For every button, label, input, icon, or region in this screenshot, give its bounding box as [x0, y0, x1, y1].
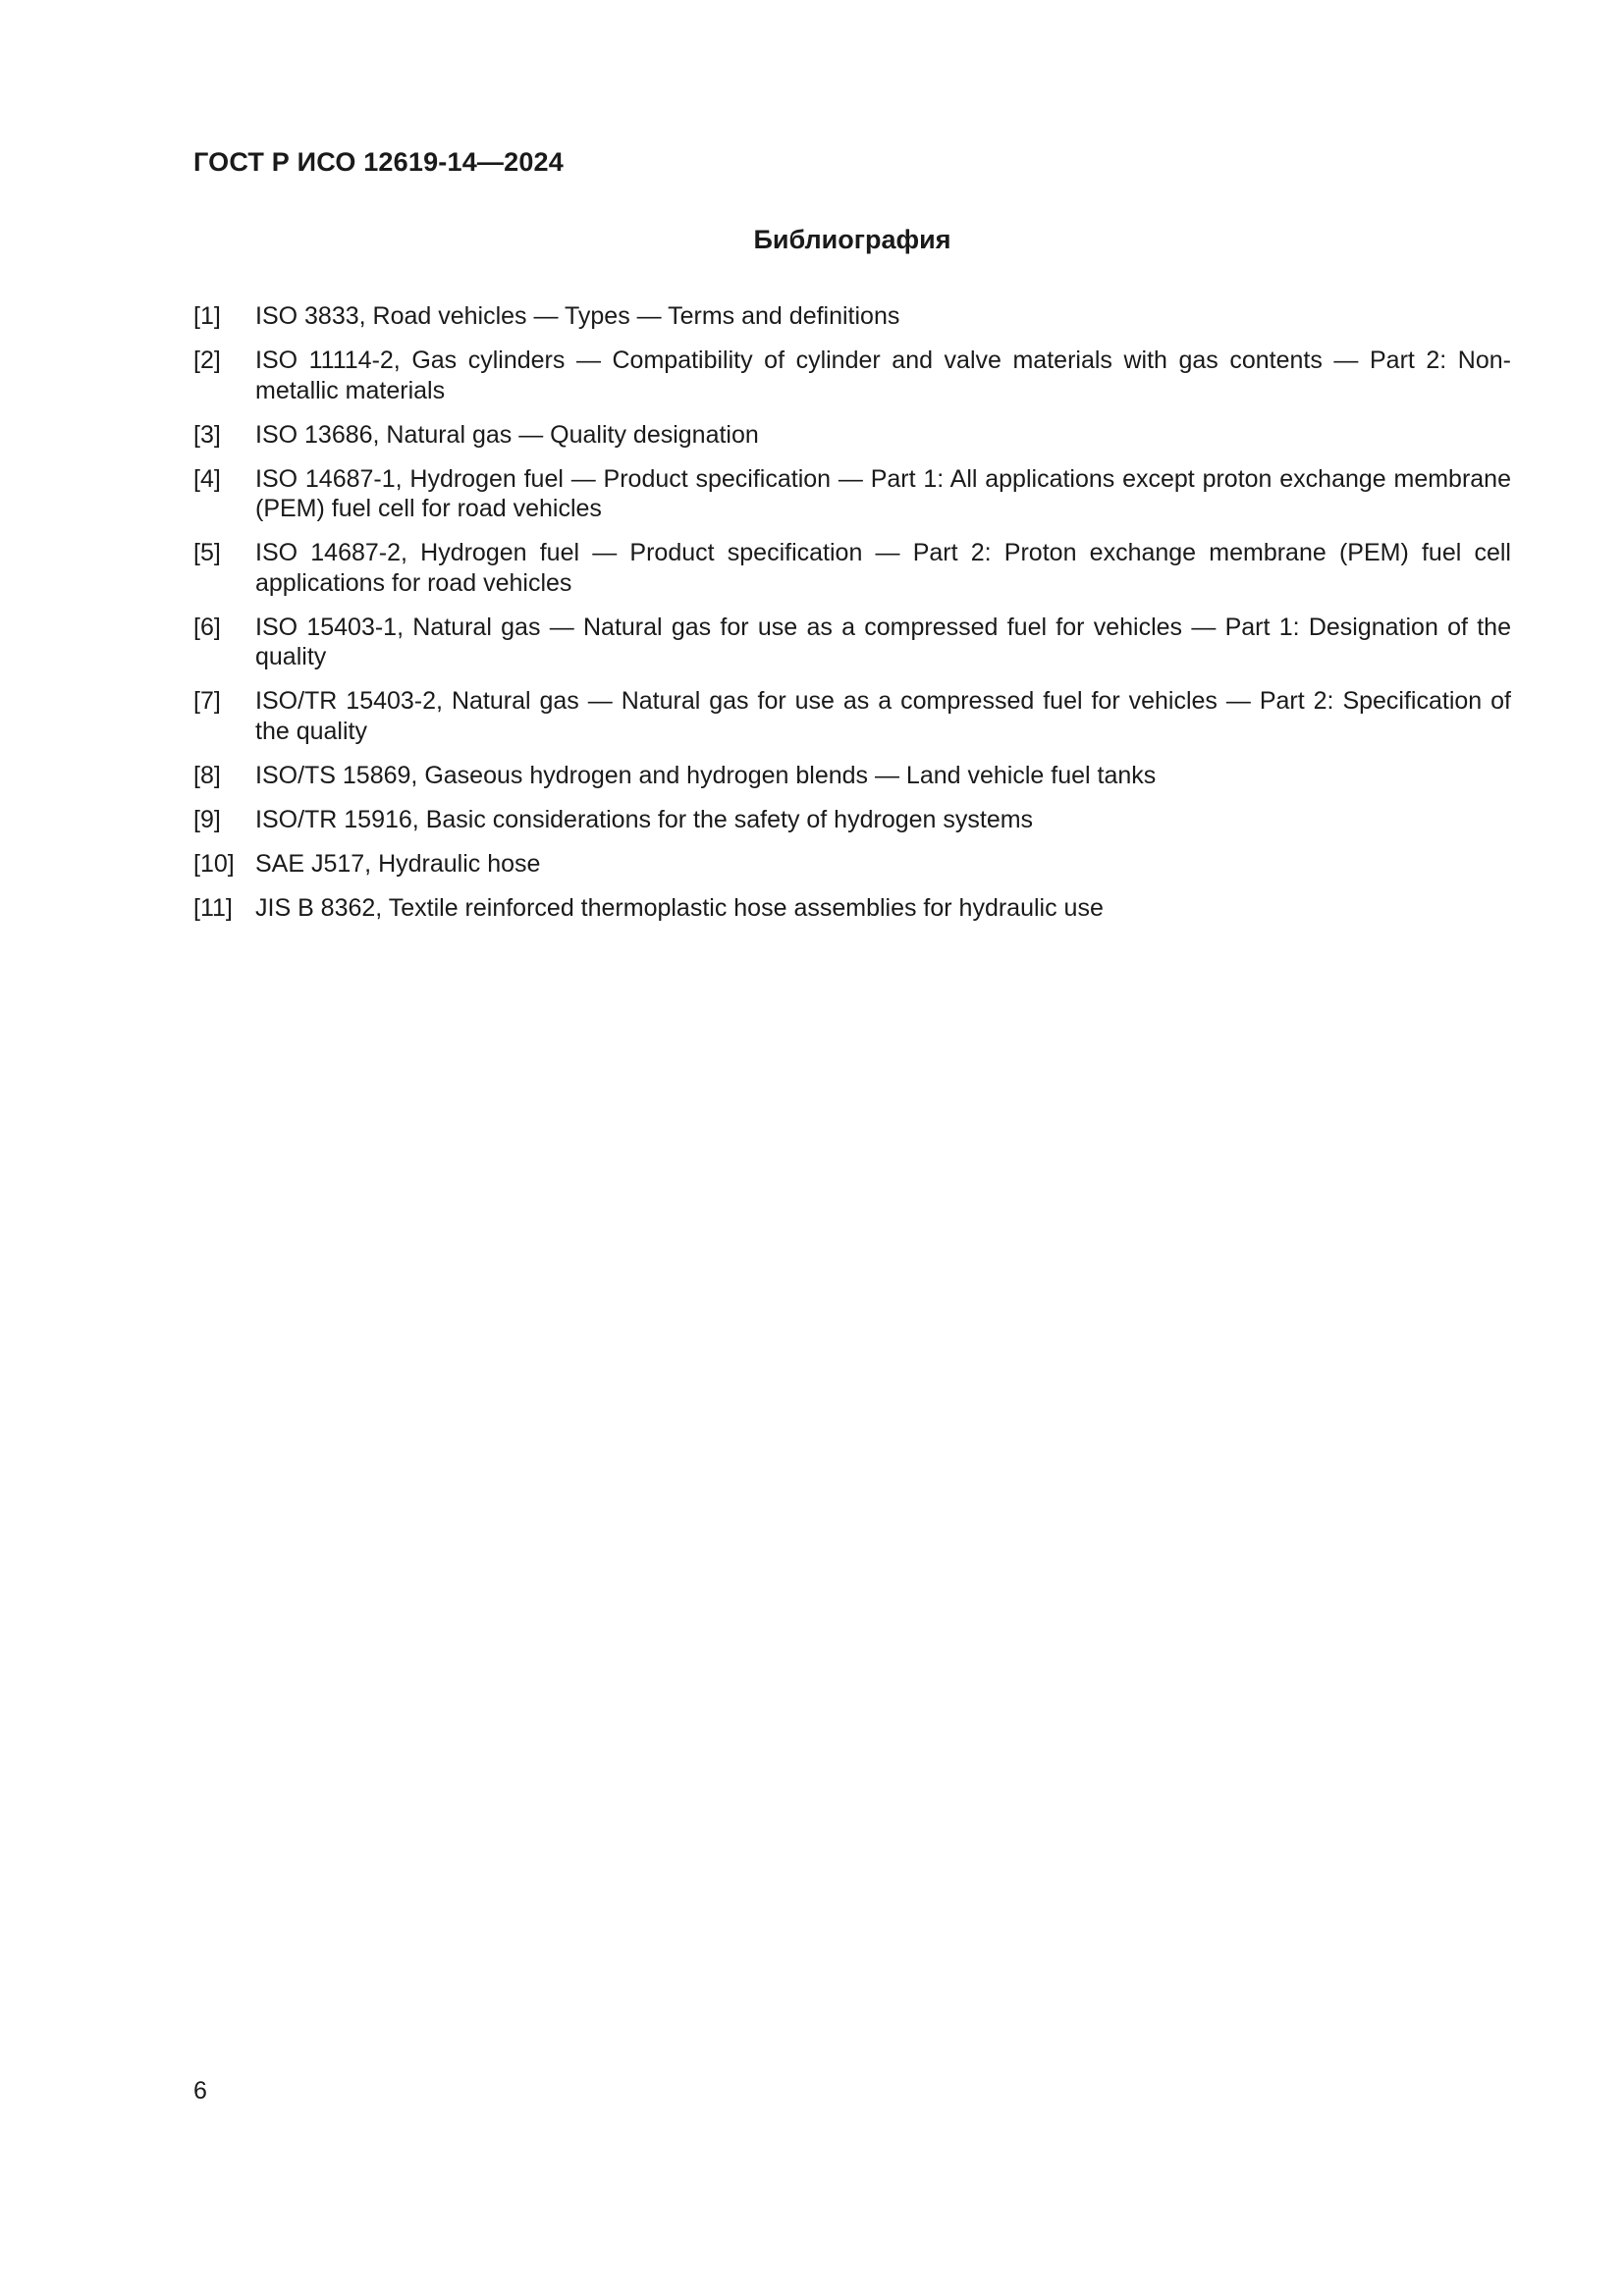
- bibliography-item: [193, 420, 1511, 451]
- bibliography-item-number: [3]: [193, 420, 221, 449]
- bibliography-item-number: [5]: [193, 539, 221, 566]
- bibliography-item-text: JIS B 8362, Textile reinforced thermoplastic hose assemblies for hydraulic use: [255, 893, 1104, 922]
- bibliography-item-text: ISO 3833, Road vehicles — Types — Terms and definitions: [255, 302, 900, 330]
- bibliography-item-number: [6]: [193, 613, 221, 641]
- bibliography-item-text: ISO/TR 15403-2, Natural gas — Natural gas for use as a compressed fuel for vehicles — Part 2: Specification of the quality: [255, 687, 1511, 745]
- bibliography-item-number: [8]: [193, 761, 221, 789]
- bibliography-item: [193, 301, 1511, 332]
- bibliography-item-text: ISO/TR 15916, Basic considerations for the safety of hydrogen systems: [255, 805, 1034, 833]
- section-title: Библиография: [753, 225, 951, 254]
- bibliography-item-number: [4]: [193, 464, 221, 493]
- bibliography-item-text: SAE J517, Hydraulic hose: [255, 849, 541, 878]
- bibliography-item: [193, 761, 1511, 791]
- bibliography-item: [193, 805, 1511, 835]
- bibliography-item: [193, 849, 1511, 880]
- bibliography-item-text: ISO 15403-1, Natural gas — Natural gas for use as a compressed fuel for vehicles — Part 1: Designation of the quality: [255, 613, 1511, 670]
- bibliography-item-number: [1]: [193, 302, 221, 330]
- bibliography-item-text: ISO 14687-1, Hydrogen fuel — Product specification — Part 1: All applications except proton exchange membrane (PEM) fuel cell for road vehicles: [255, 464, 1511, 522]
- bibliography-item-number: [9]: [193, 805, 221, 833]
- bibliography-item-number: [7]: [193, 687, 221, 715]
- page-number: 6: [193, 2077, 207, 2105]
- bibliography-item-text: ISO 13686, Natural gas — Quality designation: [255, 420, 759, 449]
- bibliography-item-text: ISO 11114-2, Gas cylinders — Compatibility of cylinder and valve materials with gas contents — Part 2: Non-metallic materials: [255, 347, 1511, 404]
- bibliography-item: [193, 464, 1511, 524]
- bibliography-item: [193, 538, 1511, 598]
- bibliography-item: [193, 893, 1511, 924]
- bibliography-item-number: [2]: [193, 347, 221, 374]
- bibliography-item-text: ISO 14687-2, Hydrogen fuel — Product specification — Part 2: Proton exchange membrane (PEM) fuel cell applications for road vehicles: [255, 539, 1511, 597]
- document-header: ГОСТ Р ИСО 12619-14—2024: [193, 147, 564, 177]
- bibliography-item: [193, 346, 1511, 405]
- bibliography-list: [193, 301, 1511, 937]
- bibliography-item-number: [10]: [193, 849, 235, 878]
- bibliography-item-text: ISO/TS 15869, Gaseous hydrogen and hydrogen blends — Land vehicle fuel tanks: [255, 761, 1157, 789]
- bibliography-item: [193, 613, 1511, 672]
- bibliography-item-number: [11]: [193, 893, 233, 922]
- bibliography-item: [193, 686, 1511, 746]
